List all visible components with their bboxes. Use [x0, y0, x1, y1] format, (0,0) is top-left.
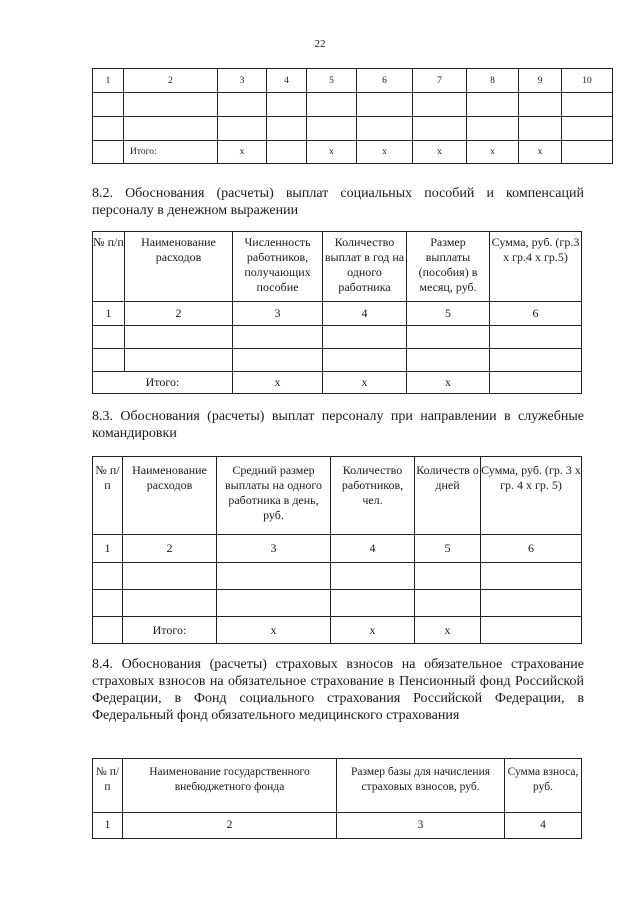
section-8-2-heading: 8.2. Обоснования (расчеты) выплат социальных пособий и компенсаций персоналу в денежном выражении — [92, 186, 584, 218]
column-header: № п/п — [93, 457, 123, 535]
continuation-table — [92, 68, 613, 164]
table-header-row — [93, 232, 582, 302]
total-label: Итого: — [93, 372, 233, 394]
total-cell: x — [307, 141, 357, 164]
social-benefits-table — [92, 231, 582, 394]
column-header: Сумма, руб. (гр. 3 x гр. 4 x гр. 5) — [481, 457, 582, 535]
total-cell: x — [467, 141, 519, 164]
table-header-row — [93, 759, 582, 813]
table-row — [93, 93, 613, 117]
column-number: 4 — [331, 535, 415, 563]
column-number: 2 — [124, 69, 218, 93]
insurance-contributions-table — [92, 758, 582, 839]
table-row — [93, 563, 582, 590]
column-number: 3 — [218, 69, 267, 93]
total-cell: x — [331, 617, 415, 644]
column-header: Численность работников, получающих пособие — [233, 232, 323, 302]
column-number: 7 — [413, 69, 467, 93]
total-cell: x — [357, 141, 413, 164]
column-header: Размер выплаты (пособия) в месяц, руб. — [407, 232, 490, 302]
column-numbers-row — [93, 813, 582, 839]
column-number: 3 — [233, 302, 323, 326]
column-number: 3 — [217, 535, 331, 563]
total-cell: x — [217, 617, 331, 644]
total-cell — [267, 141, 307, 164]
column-header: Количество работников, чел. — [331, 457, 415, 535]
section-8-4-heading: 8.4. Обоснования (расчеты) страховых взносов на обязательное страхование страховых взносов на обязательное страхование в Пенсионный фонд Российской Федерации, в Фонд социального страхования Российской Федерации, в Федеральный фонд обязательного медицинского страхования — [92, 657, 584, 723]
column-header: Наименование расходов — [123, 457, 217, 535]
total-cell: x — [413, 141, 467, 164]
section-8-3-heading: 8.3. Обоснования (расчеты) выплат персоналу при направлении в служебные командировки — [92, 409, 584, 441]
column-number: 4 — [323, 302, 407, 326]
total-label: Итого: — [123, 617, 217, 644]
column-number: 5 — [415, 535, 481, 563]
business-trips-table — [92, 456, 582, 644]
total-cell: x — [218, 141, 267, 164]
column-number: 1 — [93, 302, 125, 326]
total-row — [93, 372, 582, 394]
column-header: Размер базы для начисления страховых взносов, руб. — [337, 759, 505, 813]
column-header: Средний размер выплаты на одного работника в день, руб. — [217, 457, 331, 535]
column-number: 2 — [125, 302, 233, 326]
column-header: № п/п — [93, 232, 125, 302]
table-row — [93, 117, 613, 141]
column-header: Количество выплат в год на одного работника — [323, 232, 407, 302]
table-header-row — [93, 457, 582, 535]
table-header-row — [93, 69, 613, 93]
column-number: 8 — [467, 69, 519, 93]
column-numbers-row — [93, 535, 582, 563]
column-number: 6 — [481, 535, 582, 563]
column-number: 5 — [307, 69, 357, 93]
column-header: Наименование расходов — [125, 232, 233, 302]
total-cell: x — [415, 617, 481, 644]
column-header: № п/п — [93, 759, 123, 813]
column-header: Сумма взноса, руб. — [505, 759, 582, 813]
total-cell — [481, 617, 582, 644]
table-row — [93, 590, 582, 617]
column-header: Наименование государственного внебюджетного фонда — [123, 759, 337, 813]
column-header: Количеств о дней — [415, 457, 481, 535]
page-number: 22 — [314, 38, 326, 50]
total-cell: x — [407, 372, 490, 394]
table-row — [93, 326, 582, 349]
column-number: 6 — [357, 69, 413, 93]
column-number: 1 — [93, 813, 123, 839]
column-number: 4 — [267, 69, 307, 93]
column-number: 2 — [123, 813, 337, 839]
total-cell: x — [519, 141, 562, 164]
table-row — [93, 349, 582, 372]
column-number: 10 — [562, 69, 613, 93]
column-header: Сумма, руб. (гр.3 x гр.4 x гр.5) — [490, 232, 582, 302]
total-row — [93, 617, 582, 644]
total-row — [93, 141, 613, 164]
column-numbers-row — [93, 302, 582, 326]
column-number: 1 — [93, 535, 123, 563]
total-cell — [490, 372, 582, 394]
column-number: 5 — [407, 302, 490, 326]
total-cell — [562, 141, 613, 164]
column-number: 3 — [337, 813, 505, 839]
column-number: 9 — [519, 69, 562, 93]
column-number: 1 — [93, 69, 124, 93]
total-label: Итого: — [124, 141, 218, 164]
column-number: 6 — [490, 302, 582, 326]
column-number: 4 — [505, 813, 582, 839]
column-number: 2 — [123, 535, 217, 563]
total-cell: x — [233, 372, 323, 394]
total-cell: x — [323, 372, 407, 394]
